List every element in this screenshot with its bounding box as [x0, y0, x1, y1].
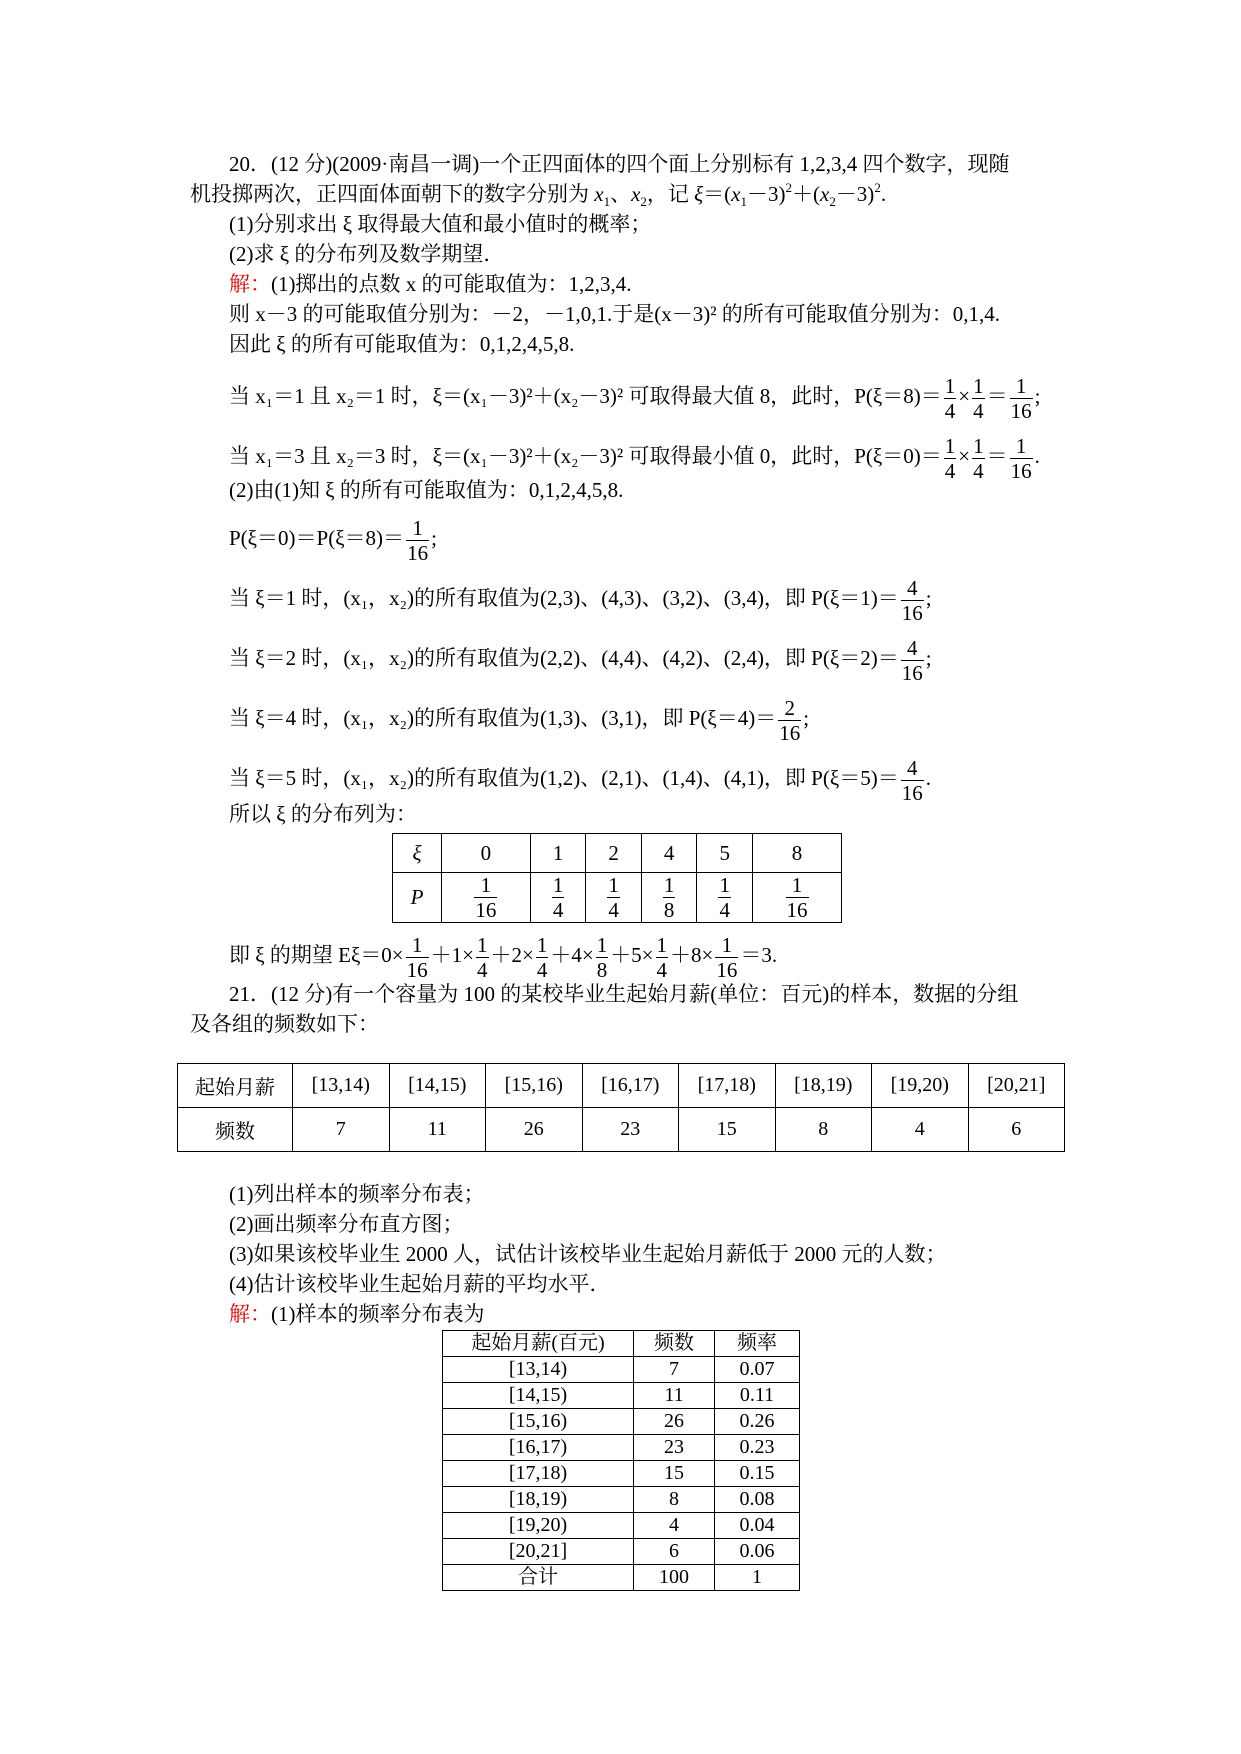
- xi-value: 0: [442, 834, 531, 873]
- fraction: $\frac{4}{16}$: [901, 575, 923, 625]
- xi-header: ξ: [393, 834, 442, 873]
- fraction: $\frac{1}{16}$: [407, 515, 429, 565]
- xi-value: 2: [586, 834, 642, 873]
- table-total-row: 合计 100 1: [443, 1565, 800, 1591]
- table-row: [20,21] 6 0.06: [443, 1539, 800, 1565]
- fraction: $\frac{4}{16}$: [901, 755, 923, 805]
- fraction: $\frac{1}{4}$: [973, 433, 984, 483]
- salary-frequency-table: [177, 1063, 1065, 1152]
- fraction: $\frac{1}{16}$: [1010, 373, 1032, 423]
- solution-step-6: (2)由(1)知 ξ 的所有可能取值为：0,1,2,4,5,8.: [229, 478, 624, 502]
- column-header: 起始月薪(百元): [443, 1331, 634, 1357]
- frequency-distribution-table: [442, 1330, 800, 1591]
- fraction: $\frac{1}{4}$: [973, 373, 984, 423]
- solution-step-9: 当 ξ＝2 时，(x₁，x₂)的所有取值为(2,2)、(4,4)、(4,2)、(2,4)，即 P(ξ＝2)＝ $\frac{4}{16}$ ;: [229, 635, 932, 685]
- q21-solution-1: 解：(1)样本的频率分布表为: [229, 1302, 485, 1326]
- solution-step-10: 当 ξ＝4 时，(x₁，x₂)的所有取值为(1,3)、(3,1)，即 P(ξ＝4)＝ $\frac{2}{16}$ ;: [229, 695, 810, 745]
- solution-label: 解：: [229, 272, 271, 296]
- q21-part3: (3)如果该校毕业生 2000 人，试估计该校毕业生起始月薪低于 2000 元的人数；: [229, 1242, 947, 1266]
- count-cell: 23: [582, 1108, 679, 1152]
- table-row: [18,19) 8 0.08: [443, 1487, 800, 1513]
- table-row: [16,17) 23 0.23: [443, 1435, 800, 1461]
- table-row: [19,20) 4 0.04: [443, 1513, 800, 1539]
- count-cell: 7: [293, 1108, 390, 1152]
- solution-label: 解：: [229, 1302, 271, 1326]
- row-label: 起始月薪: [178, 1064, 293, 1108]
- xi-value: 8: [753, 834, 842, 873]
- xi-value: 1: [530, 834, 586, 873]
- solution-step-4: 当 x₁＝1 且 x₂＝1 时，ξ＝(x₁－3)²＋(x₂－3)² 可取得最大值 8，此时，P(ξ＝8)＝ $\frac{1}{4}$ × $\frac{1}{4}$ ＝ $\frac{1}{16}$ ;: [229, 373, 1041, 423]
- distribution-table: [392, 833, 842, 923]
- table-row: [15,16) 26 0.26: [443, 1409, 800, 1435]
- q20-line1: 20．(12 分)(2009·南昌一调)一个正四面体的四个面上分别标有 1,2,3,4 四个数字，现随: [229, 152, 1010, 176]
- group-cell: [18,19): [775, 1064, 872, 1108]
- column-header: 频率: [715, 1331, 800, 1357]
- q20-line2: 机投掷两次，正四面体面朝下的数字分别为 $x_1$、$x_2$，记 $\xi=(x_1-3)^2+(x_2-3)^2$.: [190, 180, 887, 209]
- q21-line1: 21．(12 分)有一个容量为 100 的某校毕业生起始月薪(单位：百元)的样本，数据的分组: [229, 982, 1019, 1006]
- fraction: $\frac{1}{16}$: [1010, 433, 1032, 483]
- p-value: $\frac{1}{4}$: [530, 873, 586, 923]
- count-cell: 15: [679, 1108, 776, 1152]
- q21-part2: (2)画出频率分布直方图；: [229, 1212, 464, 1236]
- row-label: 频数: [178, 1108, 293, 1152]
- fraction: $\frac{4}{16}$: [901, 635, 923, 685]
- p-value: $\frac{1}{16}$: [753, 873, 842, 923]
- group-cell: [20,21]: [968, 1064, 1065, 1108]
- q21-line2: 及各组的频数如下：: [190, 1012, 379, 1036]
- p-header: P: [393, 873, 442, 923]
- group-cell: [15,16): [486, 1064, 583, 1108]
- column-header: 频数: [634, 1331, 715, 1357]
- q21-part1: (1)列出样本的频率分布表；: [229, 1182, 485, 1206]
- solution-step-12: 所以 ξ 的分布列为：: [229, 802, 417, 826]
- p-value: $\frac{1}{8}$: [641, 873, 697, 923]
- xi-value: 5: [697, 834, 753, 873]
- solution-step-11: 当 ξ＝5 时，(x₁，x₂)的所有取值为(1,2)、(2,1)、(1,4)、(4,1)，即 P(ξ＝5)＝ $\frac{4}{16}$ .: [229, 755, 931, 805]
- count-cell: 11: [389, 1108, 486, 1152]
- q20-part2: (2)求 ξ 的分布列及数学期望．: [229, 242, 505, 266]
- solution-step-1: 解：(1)掷出的点数 x 的可能取值为：1,2,3,4.: [229, 272, 632, 296]
- q20-part1: (1)分别求出 ξ 取得最大值和最小值时的概率；: [229, 212, 652, 236]
- group-cell: [13,14): [293, 1064, 390, 1108]
- fraction: $\frac{1}{4}$: [944, 433, 956, 483]
- table-row: [14,15) 11 0.11: [443, 1383, 800, 1409]
- count-cell: 6: [968, 1108, 1065, 1152]
- group-cell: [19,20): [872, 1064, 969, 1108]
- table-row: [17,18) 15 0.15: [443, 1461, 800, 1487]
- fraction: $\frac{1}{4}$: [944, 373, 956, 423]
- expectation-formula: 即 ξ 的期望 Eξ＝0× $\frac{1}{16}$ ＋1× $\frac{1}{4}$ ＋2× $\frac{1}{4}$ ＋4× $\frac{1}{8}$ ＋5× $\frac{1}{4}$ ＋8× $\frac{1}{16}$ ＝3.: [229, 932, 778, 982]
- p-value: $\frac{1}{4}$: [697, 873, 753, 923]
- xi-value: 4: [641, 834, 697, 873]
- count-cell: 8: [775, 1108, 872, 1152]
- fraction: $\frac{2}{16}$: [779, 695, 801, 745]
- solution-step-5: 当 x₁＝3 且 x₂＝3 时，ξ＝(x₁－3)²＋(x₂－3)² 可取得最小值 0，此时，P(ξ＝0)＝ $\frac{1}{4}$ × $\frac{1}{4}$ ＝ $\frac{1}{16}$ .: [229, 433, 1040, 483]
- count-cell: 4: [872, 1108, 969, 1152]
- table-row: [13,14) 7 0.07: [443, 1357, 800, 1383]
- solution-step-8: 当 ξ＝1 时，(x₁，x₂)的所有取值为(2,3)、(4,3)、(3,2)、(3,4)，即 P(ξ＝1)＝ $\frac{4}{16}$ ;: [229, 575, 932, 625]
- group-cell: [17,18): [679, 1064, 776, 1108]
- count-cell: 26: [486, 1108, 583, 1152]
- p-value: $\frac{1}{4}$: [586, 873, 642, 923]
- group-cell: [14,15): [389, 1064, 486, 1108]
- p-value: $\frac{1}{16}$: [442, 873, 531, 923]
- solution-step-7: P(ξ＝0)＝P(ξ＝8)＝ $\frac{1}{16}$ ;: [229, 515, 437, 565]
- solution-step-3: 因此 ξ 的所有可能取值为：0,1,2,4,5,8.: [229, 332, 575, 356]
- solution-step-2: 则 x－3 的可能取值分别为：－2，－1,0,1.于是(x－3)² 的所有可能取值分别为：0,1,4.: [229, 302, 1001, 326]
- q21-part4: (4)估计该校毕业生起始月薪的平均水平．: [229, 1272, 611, 1296]
- group-cell: [16,17): [582, 1064, 679, 1108]
